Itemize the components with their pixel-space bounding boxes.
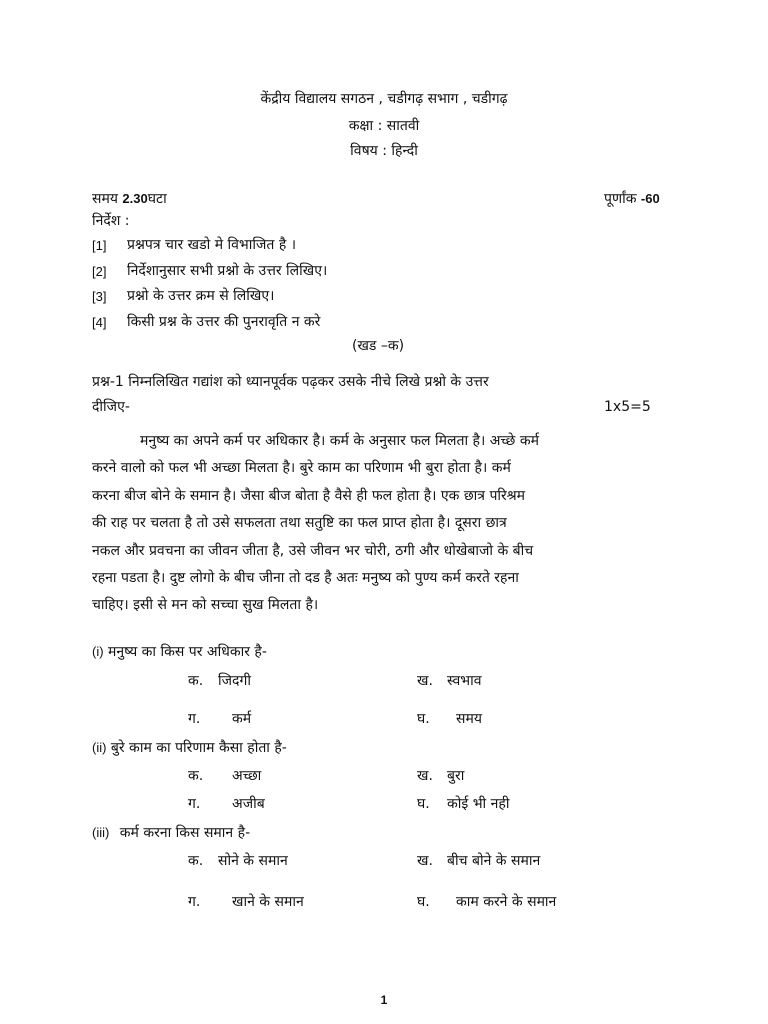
mcq-option-label: घ. — [417, 894, 430, 910]
passage — [92, 428, 672, 620]
mcq-option-label: ख. — [417, 673, 433, 689]
mcq-option-text: कोई भी नही — [447, 796, 510, 812]
mcq-option-label: क. — [188, 853, 204, 869]
passage-line: मनुष्य का अपने कर्म पर अधिकार है। कर्म के अनुसार फल मिलता है। अच्छे कर्म — [140, 433, 539, 449]
instruction-number: [3] — [92, 289, 107, 304]
question1-line1: प्रश्न-1 निम्नलिखित गद्यांश को ध्यानपूर्वक पढ़कर उसके नीचे लिखे प्रश्नो के उत्तर — [92, 374, 489, 390]
mcq-question — [92, 824, 250, 842]
time-unit: घटा — [147, 191, 167, 207]
time-info — [92, 190, 167, 208]
mcq-question-text: मनुष्य का किस पर अधिकार है- — [108, 644, 267, 660]
passage-line: करने वालो को फल भी अच्छा मिलता है। बुरे काम का परिणाम भी बुरा होता है। कर्म — [92, 460, 511, 477]
instruction-text: प्रश्नपत्र चार खडो मे विभाजित है । — [127, 237, 297, 253]
mcq-option-text: समय — [456, 711, 482, 727]
passage-line: नकल और प्रवचना का जीवन जीता है, उसे जीवन भर चोरी, ठगी और धोखेबाजो के बीच — [92, 542, 534, 559]
mcq-option-label: घ. — [417, 711, 430, 727]
instruction-text: प्रश्नो के उत्तर क्रम से लिखिए। — [127, 288, 275, 304]
mcq-option-label: ख. — [417, 768, 433, 784]
section-label: (खड –क) — [352, 338, 405, 354]
passage-line: चाहिए। इसी से मन को सच्चा सुख मिलता है। — [92, 597, 319, 614]
total-marks — [604, 190, 660, 208]
passage-line: रहना पडता है। दुष्ट लोगो के बीच जीना तो दड है अतः मनुष्य को पुण्य कर्म करते रहना — [92, 569, 519, 586]
mcq-question — [92, 739, 287, 757]
header-org: केंद्रीय विद्यालय सगठन , चडीगढ़ सभाग , चडीगढ़ — [260, 91, 508, 107]
question1-line2: दीजिए- — [92, 399, 130, 415]
mcq-option-label: घ. — [417, 796, 430, 812]
header-class: कक्षा : सातवी — [348, 118, 420, 134]
mcq-option-text: काम करने के समान — [456, 894, 557, 910]
mcq-option-text: बुरा — [447, 768, 465, 784]
instructions-title: निर्देश : — [92, 213, 130, 229]
mcq-option-text: सोने के समान — [218, 853, 288, 869]
mcq-option-text: कर्म — [232, 711, 252, 727]
mcq-option-label: ग. — [188, 796, 201, 812]
mcq-option-label: क. — [188, 768, 204, 784]
mcq-question-text: कर्म करना किस समान है- — [119, 825, 251, 841]
page-number: 1 — [380, 993, 388, 1007]
mcq-option-label: ग. — [188, 894, 201, 910]
instruction-text: निर्देशानुसार सभी प्रश्नो के उत्तर लिखिए। — [127, 263, 328, 279]
passage-line: करना बीज बोने के समान है। जैसा बीज बोता है वैसे ही फल होता है। एक छात्र परिश्रम — [92, 487, 526, 504]
time-label: समय — [92, 191, 118, 207]
mcq-option-text: स्वभाव — [447, 673, 482, 689]
marks-label: पूर्णांक — [604, 191, 637, 207]
header-subject: विषय : हिन्दी — [350, 143, 418, 159]
marks-value: -60 — [640, 191, 660, 206]
mcq-option-text: जिदगी — [218, 673, 251, 689]
mcq-option-text: खाने के समान — [232, 894, 304, 910]
question1-marks: 1x5=5 — [604, 399, 651, 415]
mcq-number: (i) — [92, 644, 104, 659]
mcq-option-label: ख. — [417, 853, 433, 869]
mcq-option-label: क. — [188, 673, 204, 689]
instruction-number: [2] — [92, 264, 107, 279]
mcq-option-label: ग. — [188, 711, 201, 727]
instruction-text: किसी प्रश्न के उत्तर की पुनरावृति न करे — [127, 314, 321, 330]
mcq-question-text: बुरे काम का परिणाम कैसा होता है- — [110, 740, 287, 756]
mcq-option-text: अजीब — [232, 796, 265, 812]
time-value: 2.30 — [122, 191, 148, 206]
passage-line: की राह पर चलता है तो उसे सफलता तथा सतुष्टि का फल प्राप्त होता है। दूसरा छात्र — [92, 515, 507, 532]
mcq-option-text: अच्छा — [232, 768, 262, 784]
mcq-number: (iii) — [92, 825, 110, 840]
mcq-option-text: बीच बोने के समान — [447, 853, 541, 869]
mcq-number: (ii) — [92, 740, 107, 755]
mcq-question — [92, 643, 267, 661]
instruction-number: [4] — [92, 315, 107, 330]
instruction-number: [1] — [92, 238, 107, 253]
